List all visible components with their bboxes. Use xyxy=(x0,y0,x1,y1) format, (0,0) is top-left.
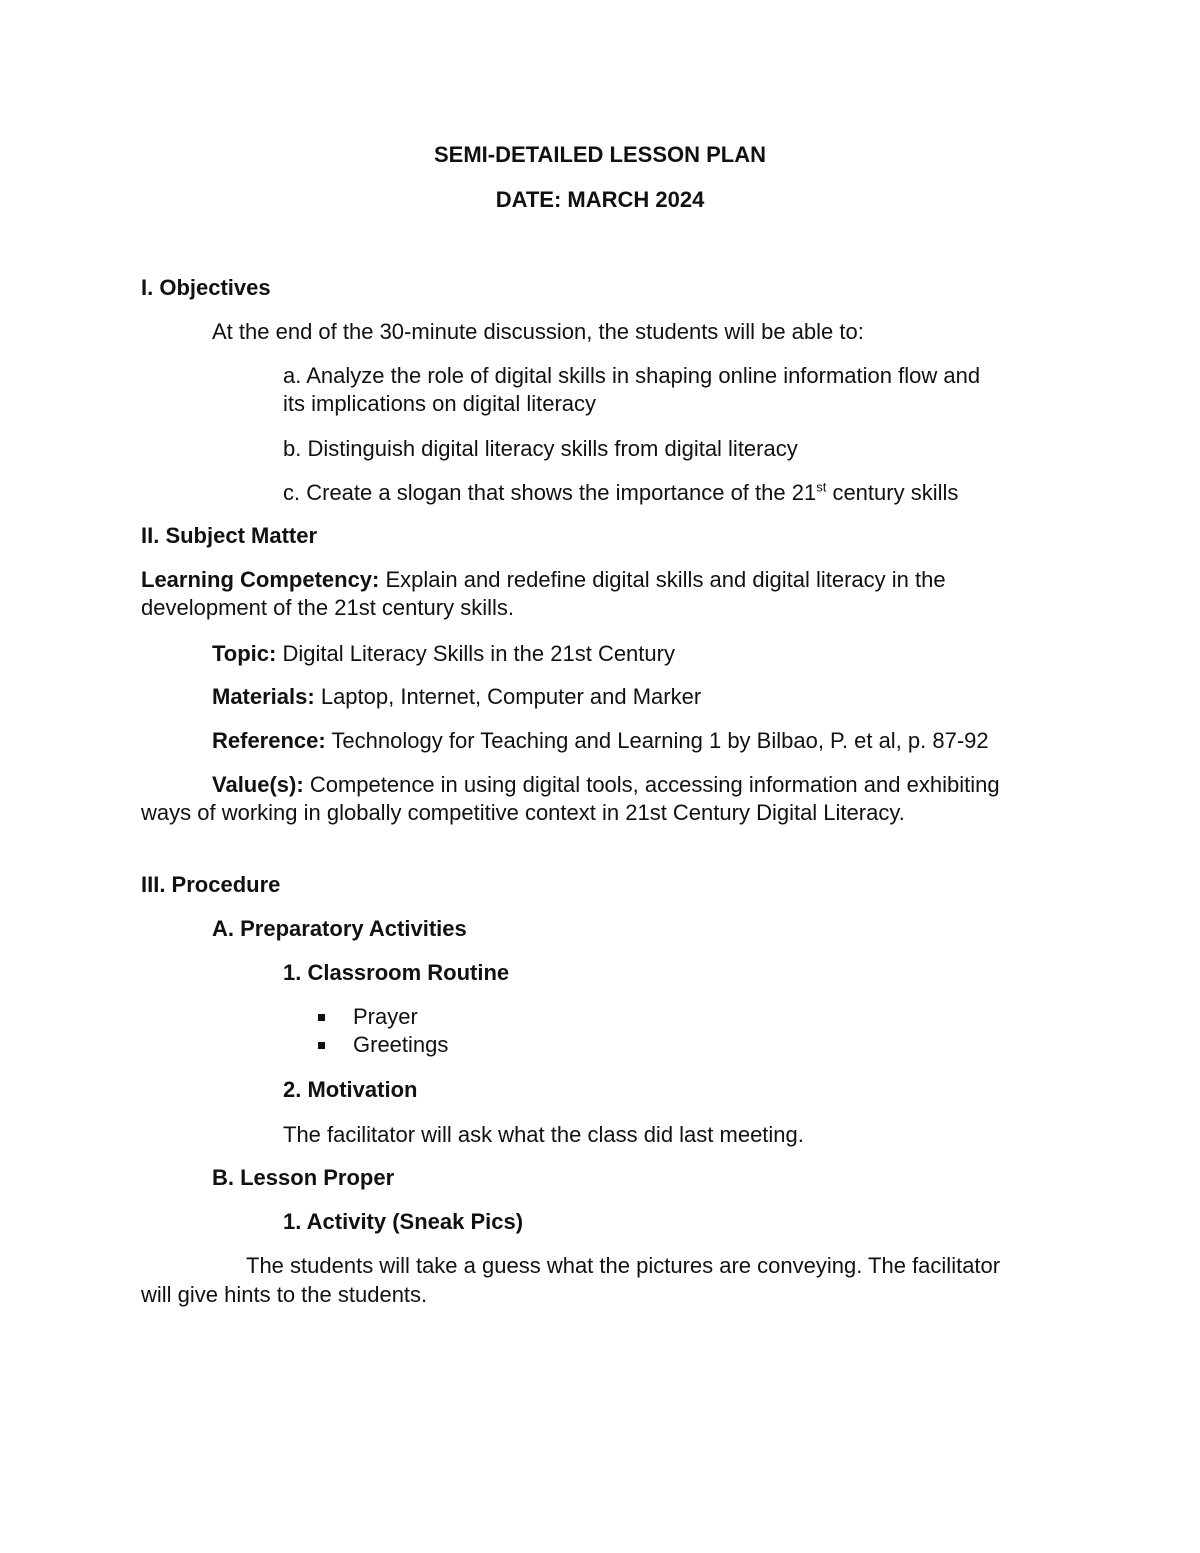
competency-label: Learning Competency: xyxy=(141,567,380,592)
values-label: Value(s): xyxy=(212,772,304,797)
bullet-icon xyxy=(318,1014,325,1021)
objectives-intro: At the end of the 30-minute discussion, the students will be able to: xyxy=(212,319,864,344)
objective-b: b. Distinguish digital literacy skills from digital literacy xyxy=(283,436,798,461)
objective-c-superscript: st xyxy=(816,479,827,495)
objectives-heading: I. Objectives xyxy=(141,275,271,300)
document-date: DATE: MARCH 2024 xyxy=(495,187,705,212)
topic-text: Digital Literacy Skills in the 21st Century xyxy=(276,641,675,666)
activity-heading: 1. Activity (Sneak Pics) xyxy=(283,1209,524,1234)
reference-text: Technology for Teaching and Learning 1 by Bilbao, P. et al, p. 87-92 xyxy=(325,728,989,753)
values-line2: ways of working in globally competitive context in 21st Century Digital Literacy. xyxy=(141,800,905,825)
preparatory-heading: A. Preparatory Activities xyxy=(212,916,467,941)
activity-line2: will give hints to the students. xyxy=(141,1282,428,1307)
competency-line2: development of the 21st century skills. xyxy=(141,595,514,620)
objective-c xyxy=(283,479,958,507)
activity-line1: The students will take a guess what the pictures are conveying. The facilitator xyxy=(246,1253,1001,1278)
objective-c-text: c. Create a slogan that shows the importance of the 21 xyxy=(283,480,817,505)
procedure-heading: III. Procedure xyxy=(141,872,281,897)
values-line1 xyxy=(212,771,1000,799)
objective-c-text-end: century skills xyxy=(826,480,959,505)
bullet-icon xyxy=(318,1042,325,1049)
materials-text: Laptop, Internet, Computer and Marker xyxy=(314,684,702,709)
competency-text: Explain and redefine digital skills and digital literacy in the xyxy=(379,567,946,592)
motivation-text: The facilitator will ask what the class did last meeting. xyxy=(283,1122,804,1147)
motivation-heading: 2. Motivation xyxy=(283,1077,418,1102)
document-title: SEMI-DETAILED LESSON PLAN xyxy=(433,142,767,167)
materials-line xyxy=(212,683,701,711)
reference-label: Reference: xyxy=(212,728,326,753)
objective-a-line1: a. Analyze the role of digital skills in shaping online information flow and xyxy=(283,363,981,388)
materials-label: Materials: xyxy=(212,684,315,709)
routine-item-prayer: Prayer xyxy=(353,1004,418,1029)
routine-item-greetings: Greetings xyxy=(353,1032,449,1057)
competency-line1 xyxy=(141,566,946,594)
topic-label: Topic: xyxy=(212,641,277,666)
objective-a-line2: its implications on digital literacy xyxy=(283,391,597,416)
topic-line xyxy=(212,640,675,668)
values-text: Competence in using digital tools, accessing information and exhibiting xyxy=(303,772,1000,797)
lesson-proper-heading: B. Lesson Proper xyxy=(212,1165,395,1190)
subject-heading: II. Subject Matter xyxy=(141,523,318,548)
reference-line xyxy=(212,727,989,755)
routine-heading: 1. Classroom Routine xyxy=(283,960,510,985)
